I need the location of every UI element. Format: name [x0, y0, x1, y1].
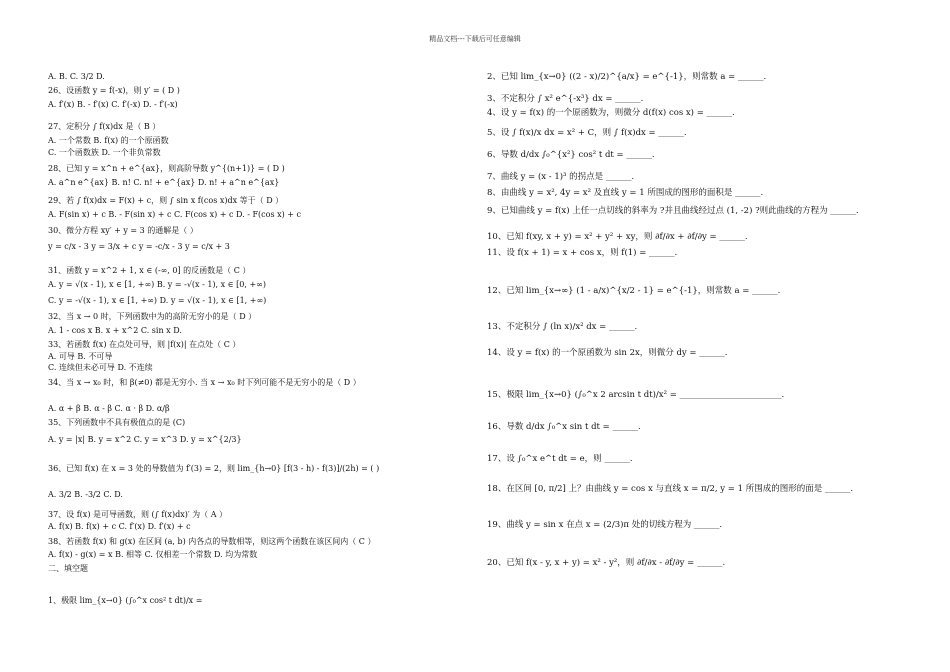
left-line-4: A. 一个常数 B. f(x) 的一个原函数	[48, 136, 169, 145]
right-line-10: 12、已知 lim_{x→∞} (1 - a/x)^{x/2 - 1} = e^{-1}，则常数 a = ______.	[487, 286, 781, 296]
left-line-6: 28、已知 y = x^n + e^{ax}，则高阶导数 y^{(n+1)} = ( D )	[48, 164, 285, 173]
left-line-26: 37、设 f(x) 是可导函数，则 (∫ f(x)dx)′ 为（ A ）	[48, 510, 228, 519]
left-line-30: 二、填空题	[48, 564, 88, 573]
left-line-20: 34、当 x → x₀ 时，和 β(≠0) 都是无穷小. 当 x → x₀ 时下列可能不是无穷小的是（ D ）	[48, 378, 361, 387]
left-line-17: 33、若函数 f(x) 在点处可导，则 |f(x)| 在点处（ C ）	[48, 340, 241, 349]
left-line-13: A. y = √(x - 1), x ∈ [1, +∞) B. y = -√(x - 1), x ∈ [0, +∞)	[48, 280, 266, 289]
left-line-15: 32、当 x → 0 时，下列函数中为的高阶无穷小的是（ D ）	[48, 312, 257, 321]
left-line-1: 26、设函数 y = f(-x)，则 y′ = ( D )	[48, 86, 180, 95]
right-line-4: 6、导数 d/dx ∫₀^{x²} cos² t dt = ______.	[487, 150, 655, 160]
right-line-15: 17、设 ∫₀^x e^t dt = e，则 ______.	[487, 454, 633, 464]
right-line-7: 9、已知曲线 y = f(x) 上任一点切线的斜率为 ?并且曲线经过点 (1, -2) ?则此曲线的方程为 ______.	[487, 206, 859, 216]
left-line-21: A. α + β B. α - β C. α · β D. α/β	[48, 404, 170, 413]
left-line-9: A. F(sin x) + c B. - F(sin x) + c C. F(cos x) + c D. - F(cos x) + c	[48, 210, 301, 219]
right-line-8: 10、已知 f(xy, x + y) = x² + y² + xy，则 ∂f/∂x + ∂f/∂y = ______.	[487, 232, 748, 242]
left-line-29: A. f(x) - g(x) = x B. 相等 C. 仅相差一个常数 D. 均为常数	[48, 550, 258, 559]
left-line-19: C. 连续但未必可导 D. 不连续	[48, 363, 153, 372]
right-line-6: 8、由曲线 y = x², 4y = x² 及直线 y = 1 所围成的图形的面积是 ______.	[487, 188, 764, 198]
left-line-31: 1、极限 lim_{x→0} (∫₀^x cos² t dt)/x =	[48, 596, 203, 605]
left-line-7: A. a^n e^{ax} B. n! C. n! + e^{ax} D. n! + a^n e^{ax}	[48, 178, 280, 187]
left-line-11: y = c/x - 3 y = 3/x + c y = -c/x - 3 y = c/x + 3	[48, 242, 230, 251]
right-line-9: 11、设 f(x + 1) = x + cos x，则 f(1) = ______.	[487, 248, 678, 258]
left-line-14: C. y = -√(x - 1), x ∈ [1, +∞) D. y = √(x - 1), x ∈ [1, +∞)	[48, 296, 267, 305]
right-line-12: 14、设 y = f(x) 的一个原函数为 sin 2x，则微分 dy = ______.	[487, 348, 728, 358]
left-line-5: C. 一个函数族 D. 一个非负常数	[48, 148, 161, 157]
left-line-16: A. 1 - cos x B. x + x^2 C. sin x D.	[48, 326, 182, 335]
right-line-5: 7、曲线 y = (x - 1)³ 的拐点是 ______.	[487, 172, 635, 182]
left-line-2: A. f′(x) B. - f′(x) C. f′(-x) D. - f′(-x)	[48, 100, 178, 109]
left-line-12: 31、函数 y = x^2 + 1, x ∈ (-∞, 0] 的反函数是（ C ）	[48, 266, 251, 275]
right-line-18: 20、已知 f(x - y, x + y) = x² - y²，则 ∂f/∂x - ∂f/∂y = ______.	[487, 558, 726, 568]
left-line-10: 30、微分方程 xy′ + y = 3 的通解是（ ）	[48, 226, 198, 235]
left-line-28: 38、若函数 f(x) 和 g(x) 在区间 (a, b) 内各点的导数相等，则这两个函数在该区间内（ C ）	[48, 537, 376, 546]
right-line-13: 15、极限 lim_{x→0} (∫₀^x 2 arcsin t dt)/x² = ________________________.	[487, 390, 785, 400]
left-line-27: A. f(x) B. f(x) + c C. f′(x) D. f′(x) + c	[48, 522, 191, 531]
left-line-22: 35、下列函数中不具有极值点的是 (C)	[48, 418, 186, 427]
page-header: 精品文档---下载后可任意编辑	[429, 35, 521, 43]
left-line-23: A. y = |x| B. y = x^2 C. y = x^3 D. y = x^{2/3}	[48, 435, 242, 444]
right-line-16: 18、在区间 [0, π/2] 上？由曲线 y = cos x 与直线 x = π/2, y = 1 所围成的图形的面是 ______.	[487, 484, 854, 494]
left-line-18: A. 可导 B. 不可导	[48, 352, 113, 361]
left-line-25: A. 3/2 B. -3/2 C. D.	[48, 490, 123, 499]
left-line-24: 36、已知 f(x) 在 x = 3 处的导数值为 f′(3) = 2，则 lim_{h→0} [f(3 - h) - f(3)]/(2h) = ( )	[48, 464, 380, 473]
left-line-8: 29、若 ∫ f(x)dx = F(x) + c，则 ∫ sin x f(cos x)dx 等于（ D ）	[48, 196, 284, 205]
left-line-3: 27、定积分 ∫ f(x)dx 是（ B ）	[48, 122, 161, 131]
right-line-2: 4、设 y = f(x) 的一个原函数为，则微分 d(f(x) cos x) = ______.	[487, 108, 735, 118]
right-line-14: 16、导数 d/dx ∫₀^x sin t dt = ______.	[487, 422, 641, 432]
right-line-11: 13、不定积分 ∫ (ln x)/x² dx = ______.	[487, 322, 638, 332]
right-line-0: 2、已知 lim_{x→0} ((2 - x)/2)^{a/x} = e^{-1}，则常数 a = ______.	[487, 72, 767, 82]
right-line-3: 5、设 ∫ f(x)/x dx = x² + C，则 ∫ f(x)dx = ______.	[487, 128, 687, 138]
right-line-17: 19、曲线 y = sin x 在点 x = (2/3)π 处的切线方程为 ______.	[487, 520, 723, 530]
right-line-1: 3、不定积分 ∫ x² e^{-x³} dx = ______.	[487, 94, 644, 104]
left-line-0: A. B. C. 3/2 D.	[48, 72, 105, 81]
